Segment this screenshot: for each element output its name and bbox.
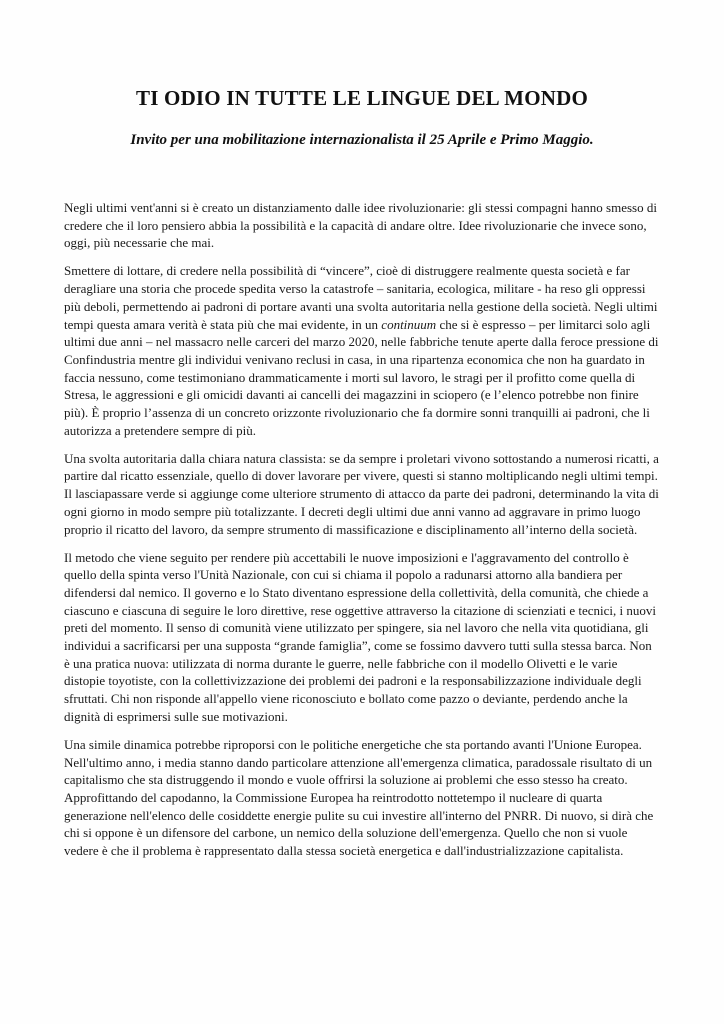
paragraph-3 [64, 450, 660, 539]
paragraph-5-text: Una simile dinamica potrebbe riproporsi con le politiche energetiche che sta portando avanti l'Unione Europea. Nell'ultimo anno, i media stanno dando particolare attenzione all'emergenza climatica, paradossale risultato di un capitalismo che sta distruggendo il mondo e vuole offrirsi la soluzione ai problemi che esso stesso ha creato. Approfittando del capodanno, la Commissione Europea ha reintrodotto nottetempo il nucleare di quarta generazione nell'elenco delle cosiddette energie pulite su cui investire all'interno del PNRR. Di nuovo, si dirà che chi si oppone è un difensore del carbone, un nemico della soluzione dell'emergenza. Quello che non si vuole vedere è che il problema è rappresentato dalla stessa società energetica e dall'industrializzazione capitalista. [64, 736, 654, 859]
document-body [64, 199, 660, 860]
paragraph-2-italic-word: continuum [381, 316, 437, 332]
paragraph-5 [64, 736, 660, 860]
paragraph-4 [64, 549, 660, 726]
page-title: TI ODIO IN TUTTE LE LINGUE DEL MONDO [136, 86, 588, 110]
paragraph-1-text: Negli ultimi vent'anni si è creato un distanziamento dalle idee rivoluzionarie: gli stessi compagni hanno smesso di credere che il loro pensiero abbia la possibilità e la capacità di andare oltre. Idee rivoluzionarie che invece sono, oggi, più necessarie che mai. [64, 200, 657, 251]
paragraph-1 [64, 199, 660, 252]
paragraph-2-text-before-italic: Smettere di lottare, di credere nella possibilità di “vincere”, cioè di distruggere realmente questa società e far deragliare una storia che procede spedita verso la catastrofe – sanitaria, ecologica, militare - ha reso gli oppressi più deboli, permettendo ai padroni di portare avanti una svolta autoritaria nella gestione della società. Negli ultimi tempi questa amara verità è stata più che mai evidente, in un [64, 263, 658, 332]
paragraph-2 [64, 262, 660, 439]
page-subtitle: Invito per una mobilitazione internazionalista il 25 Aprile e Primo Maggio. [130, 132, 594, 148]
paragraph-2-text-after-italic: che si è espresso – per limitarci solo agli ultimi due anni – nel massacro nelle carceri del marzo 2020, nelle fabbriche tenute aperte dalla feroce pressione di Confindustria mentre gli individui venivano reclusi in casa, in una ripartenza economica che non ha guardato in faccia nessuno, come testimoniano drammaticamente i morti sul lavoro, le stragi per il profitto come quella di Stresa, le aggressioni e gli omicidi davanti ai cancelli dei magazzini in sciopero (e l’elenco potrebbe non finire più). È proprio l’assenza di un concreto orizzonte rivoluzionario che fa dormire sonni tranquilli ai padroni, che li autorizza a pretendere sempre di più. [64, 316, 659, 438]
paragraph-3-text: Una svolta autoritaria dalla chiara natura classista: se da sempre i proletari vivono sottostando a numerosi ricatti, a partire dal ricatto essenziale, quello di dover lavorare per vivere, questi si stanno moltiplicando negli ultimi tempi. Il lasciapassare verde si aggiunge come ulteriore strumento di attacco da parte dei padroni, determinando la vita di ogni giorno in modo sempre più totalizzante. I decreti degli ultimi due anni vanno ad aggravare in primo luogo proprio il ricatto del lavoro, da sempre strumento di massificazione e disciplinamento all’interno della società. [64, 450, 659, 537]
paragraph-4-text: Il metodo che viene seguito per rendere più accettabili le nuove imposizioni e l'aggravamento del controllo è quello della spinta verso l'Unità Nazionale, con cui si chiama il popolo a radunarsi attorno alla bandiera per difendersi dal nemico. Il governo e lo Stato diventano espressione della collettività, della comunità, che chiede a ciascuno e ciascuna di seguire le loro direttive, rese oggettive attraverso la citazione di scienziati e tecnici, i nuovi preti del momento. Il senso di comunità viene utilizzato per spingere, sia nel lavoro che nella vita quotidiana, gli individui a sacrificarsi per una supposta “grande famiglia”, come se fossimo davvero tutti sulla stessa barca. Non è una pratica nuova: utilizzata di norma durante le guerre, nelle fabbriche con il modello Olivetti e le varie distopie toyotiste, con la collettivizzazione dei problemi dei padroni e la responsabilizzazione individuale degli sfruttati. Chi non risponde all'appello viene riconosciuto e bollato come pazzo o deviante, perdendo anche la dignità di esprimersi sulle sue motivazioni. [64, 549, 656, 724]
